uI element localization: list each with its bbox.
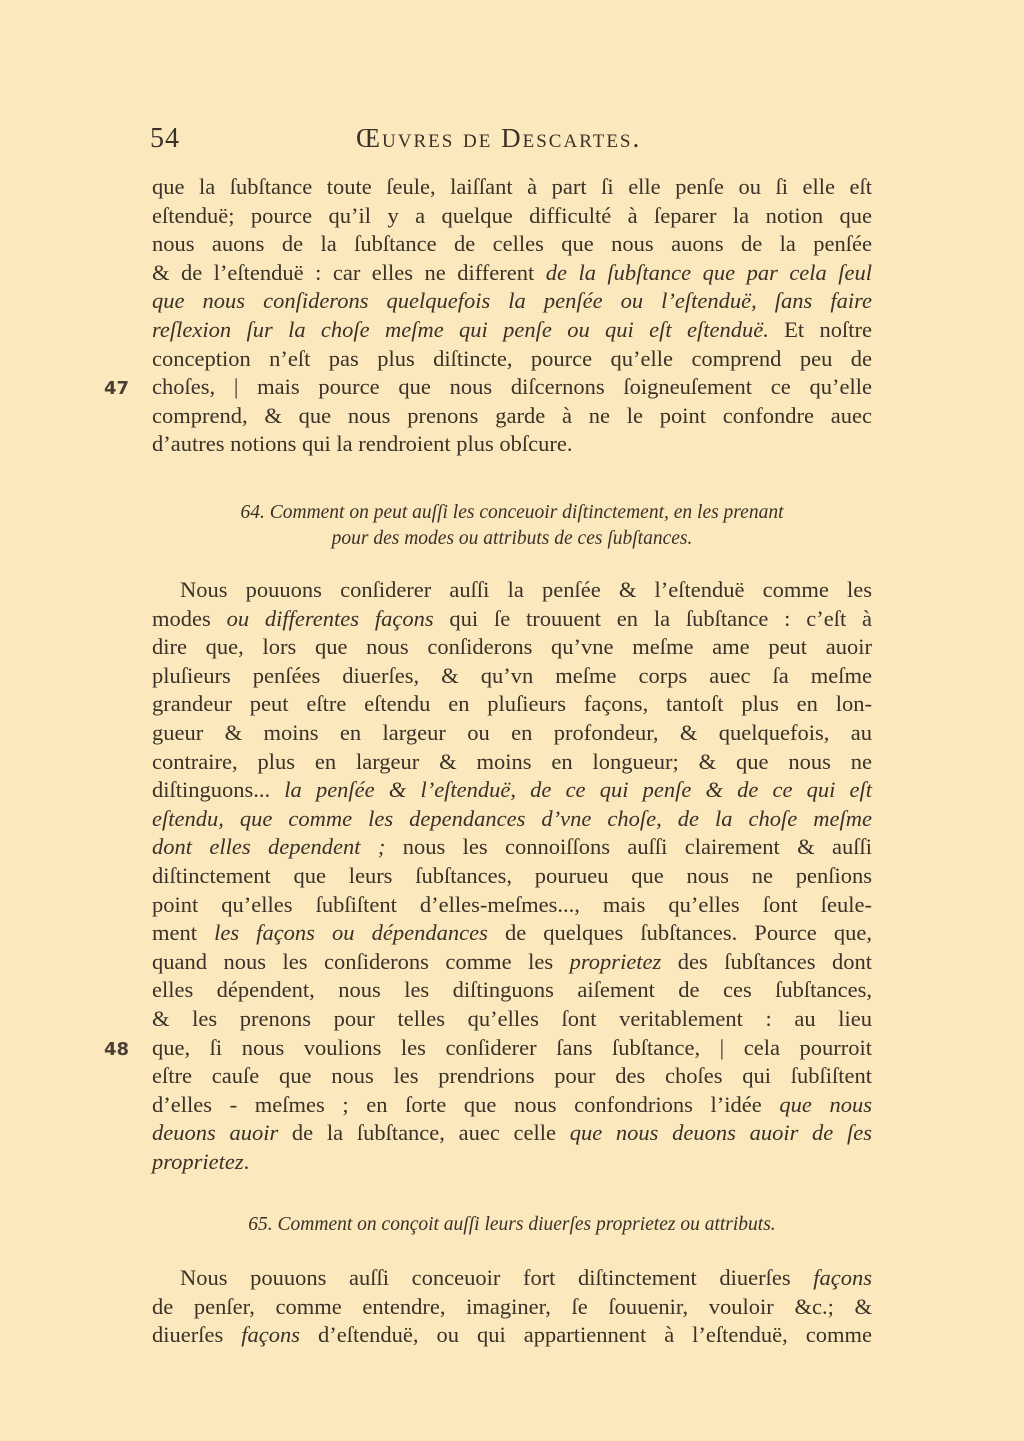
text-line bbox=[152, 662, 872, 691]
text-span: Nous pouuons auſſi conceuoir fort diſtinctement diuerſes bbox=[180, 1265, 814, 1290]
text-line bbox=[152, 1005, 872, 1034]
text-line bbox=[152, 230, 872, 259]
text-line bbox=[152, 259, 872, 288]
margin-page-number-47: 47 bbox=[104, 378, 130, 399]
text-line bbox=[152, 919, 872, 948]
text-line bbox=[152, 1062, 872, 1091]
italic-text: dont elles dependent ; bbox=[152, 834, 386, 860]
text-span: conception n’eſt pas plus diſtincte, pource qu’elle comprend peu de bbox=[152, 345, 872, 371]
text-line bbox=[152, 430, 872, 459]
paragraph-65 bbox=[152, 1264, 872, 1350]
text-line bbox=[152, 402, 872, 431]
text-span: que, ſi nous voulions les conſiderer ſans ſubſtance, | cela pourroit bbox=[152, 1034, 872, 1060]
text-line bbox=[152, 948, 872, 977]
text-span: d’autres notions qui la rendroient plus obſcure. bbox=[152, 431, 573, 457]
text-line bbox=[152, 1293, 872, 1322]
text-span: d’eſtenduë, ou qui appartiennent à l’eſtenduë, comme bbox=[299, 1322, 872, 1348]
text-line bbox=[152, 1321, 872, 1350]
paragraph-64 bbox=[152, 576, 872, 1176]
italic-text: proprietez bbox=[569, 948, 662, 974]
text-span: contraire, plus en largeur & moins en longueur; & que nous ne bbox=[152, 748, 872, 774]
text-span: de penſer, comme entendre, imaginer, ſe ſouuenir, vouloir &c.; & bbox=[152, 1293, 872, 1319]
text-span: de quelques ſubſtances. Pource que, bbox=[487, 920, 872, 946]
text-span: de la ſubſtance, auec celle bbox=[278, 1120, 570, 1146]
text-span: eſtre cauſe que nous les prendrions pour des choſes qui ſubſiſtent bbox=[152, 1063, 872, 1089]
text-line bbox=[152, 719, 872, 748]
text-span: d’elles - meſmes ; en ſorte que nous confondrions l’idée bbox=[152, 1091, 780, 1117]
heading-64-line-1: 64. Comment on peut auſſi les conceuoir diſtinctement, en les prenant bbox=[240, 502, 784, 523]
text-span: Nous pouuons conſiderer auſſi la penſée & l’eſtenduë comme les bbox=[180, 577, 872, 602]
text-line bbox=[152, 690, 872, 719]
text-line bbox=[152, 862, 872, 891]
text-span: quand nous les conſiderons comme les bbox=[152, 948, 570, 974]
page-number: 54 bbox=[150, 123, 180, 154]
text-span: comprend, & que nous prenons garde à ne le point confondre auec bbox=[152, 402, 872, 428]
italic-text: que nous deuons auoir de ſes bbox=[569, 1120, 872, 1146]
text-line bbox=[152, 1148, 872, 1177]
text-span: que la ſubſtance toute ſeule, laiſſant à part ſi elle penſe ou ſi elle eſt bbox=[152, 174, 872, 199]
text-line bbox=[152, 202, 872, 231]
italic-text: deuons auoir bbox=[152, 1120, 279, 1146]
heading-64-line-2: pour des modes ou attributs de ces ſubſtances. bbox=[331, 528, 693, 549]
text-span: . bbox=[243, 1148, 250, 1174]
italic-text: façons bbox=[241, 1322, 300, 1348]
text-span: pluſieurs penſées diuerſes, & qu’vn meſme corps auec ſa meſme bbox=[152, 662, 872, 688]
text-span: diſtinguons... bbox=[152, 777, 285, 803]
text-span: nous auons de la ſubſtance de celles que nous auons de la penſée bbox=[152, 231, 872, 257]
italic-text: que nous conſiderons quelquefois la penſée ou l’eſtenduë, ſans faire bbox=[152, 288, 872, 314]
text-span: nous les connoiſſons auſſi clairement & auſſi bbox=[385, 834, 873, 860]
text-span: gueur & moins en largeur ou en profondeur, & quelquefois, au bbox=[152, 719, 872, 745]
text-line bbox=[152, 605, 872, 634]
text-span: choſes, | mais pource que nous diſcernons ſoigneuſement ce qu’elle bbox=[152, 374, 872, 400]
italic-text: ou differentes façons bbox=[226, 605, 434, 631]
text-line bbox=[152, 891, 872, 920]
italic-text: les façons ou dépendances bbox=[214, 920, 488, 946]
text-line bbox=[152, 316, 872, 345]
text-span: des ſubſtances dont bbox=[661, 948, 872, 974]
heading-65-line-1: 65. Comment on conçoit auſſi leurs diuerſes proprietez ou attributs. bbox=[248, 1214, 776, 1235]
italic-text: que nous bbox=[779, 1091, 872, 1117]
section-heading-64 bbox=[152, 500, 872, 552]
margin-page-number-48: 48 bbox=[104, 1039, 130, 1060]
text-span: diſtinctement que leurs ſubſtances, pourueu que nous ne penſions bbox=[152, 862, 872, 888]
text-line bbox=[152, 373, 872, 402]
italic-text: façons bbox=[813, 1265, 872, 1290]
text-span: elles dépendent, nous les diſtinguons aiſement de ces ſubſtances, bbox=[152, 977, 872, 1003]
text-span: ment bbox=[152, 920, 215, 946]
page-header bbox=[150, 123, 880, 159]
text-span: eſtenduë; pource qu’il y a quelque difficulté à ſeparer la notion que bbox=[152, 202, 872, 228]
text-line bbox=[152, 633, 872, 662]
running-title: Œuvres de Descartes. bbox=[356, 123, 642, 153]
italic-text: de la ſubſtance que par cela ſeul bbox=[545, 259, 873, 285]
text-span: dire que, lors que nous conſiderons qu’vne meſme ame peut auoir bbox=[152, 634, 872, 660]
paragraph-continued bbox=[152, 173, 872, 459]
text-span: & les prenons pour telles qu’elles ſont veritablement : au lieu bbox=[152, 1005, 872, 1031]
text-line bbox=[152, 1264, 872, 1293]
text-span: diuerſes bbox=[152, 1322, 242, 1348]
text-span: qui ſe trouuent en la ſubſtance : c’eſt à bbox=[433, 605, 872, 631]
section-heading-65 bbox=[152, 1212, 872, 1238]
text-line bbox=[152, 833, 872, 862]
text-line bbox=[152, 1119, 872, 1148]
text-line bbox=[152, 345, 872, 374]
text-line bbox=[152, 576, 872, 605]
text-line bbox=[152, 805, 872, 834]
text-line bbox=[152, 1091, 872, 1120]
text-span: grandeur peut eſtre eſtendu en pluſieurs façons, tantoſt plus en lon- bbox=[152, 691, 872, 717]
text-line bbox=[152, 173, 872, 202]
text-line bbox=[152, 287, 872, 316]
text-span: Et noſtre bbox=[768, 316, 872, 342]
text-span: modes bbox=[152, 605, 227, 631]
text-line bbox=[152, 748, 872, 777]
italic-text: reſlexion ſur la choſe meſme qui penſe ou qui eſt eſtenduë. bbox=[152, 316, 769, 342]
italic-text: eſtendu, que comme les dependances d’vne choſe, de la choſe meſme bbox=[152, 805, 872, 831]
text-span: & de l’eſtenduë : car elles ne different bbox=[152, 259, 546, 285]
text-span: point qu’elles ſubſiſtent d’elles-meſmes..., mais qu’elles ſont ſeule- bbox=[152, 891, 872, 917]
text-line bbox=[152, 1034, 872, 1063]
text-line bbox=[152, 976, 872, 1005]
italic-text: la penſée & l’eſtenduë, de ce qui penſe & de ce qui eſt bbox=[284, 777, 873, 803]
text-line bbox=[152, 776, 872, 805]
italic-text: proprietez bbox=[152, 1148, 244, 1174]
